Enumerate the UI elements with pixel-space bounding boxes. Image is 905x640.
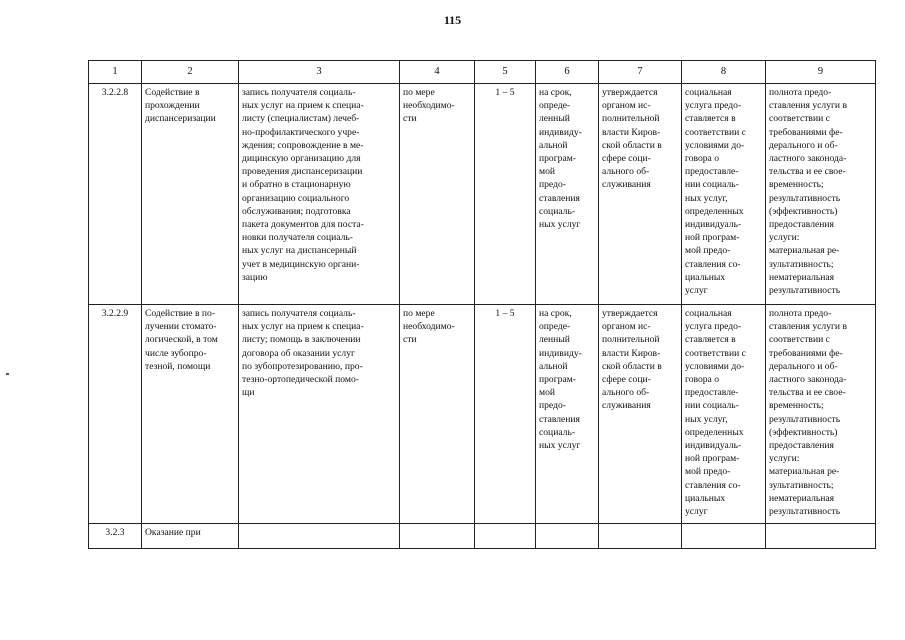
text-line: органом ис-: [602, 321, 651, 333]
text-line: ставляется в: [685, 113, 736, 125]
text-line: обслуживания; подготовка: [242, 205, 351, 217]
text-line: зацию: [242, 271, 268, 283]
table-row: [89, 305, 876, 524]
text-line: ставления услуги в: [769, 321, 847, 333]
header-row: [89, 61, 876, 84]
text-line: социальная: [685, 308, 732, 319]
text-line: програм-: [539, 153, 576, 165]
text-line: ставления со-: [685, 258, 741, 270]
text-line: служивания: [602, 400, 651, 412]
quality-cell: [766, 524, 876, 549]
text-line: нии социаль-: [685, 400, 739, 412]
text-line: результативность: [769, 506, 841, 518]
amount-cell: 1 – 5: [475, 84, 536, 305]
text-line: ставления услуги в: [769, 100, 847, 112]
text-line: ального об-: [602, 387, 650, 399]
header-cell: 2: [142, 61, 239, 84]
text-line: диспансеризации: [145, 113, 216, 125]
text-line: ставления со-: [685, 479, 741, 491]
text-line: опреде-: [539, 321, 571, 333]
amount-cell: 1 – 5: [475, 305, 536, 524]
text-line: ластного законода-: [769, 153, 847, 165]
text-line: результативность: [769, 413, 841, 425]
text-line: индивидуаль-: [685, 440, 742, 452]
text-line: дерального и об-: [769, 139, 838, 151]
amount-cell: [475, 524, 536, 549]
text-line: прохождении: [145, 100, 200, 112]
service-description-cell: [239, 305, 400, 524]
text-line: услуги:: [769, 232, 800, 244]
text-line: говора о: [685, 374, 720, 386]
text-line: соответствии с: [685, 126, 746, 138]
text-line: предоставления: [769, 440, 834, 452]
header-cell: 1: [89, 61, 142, 84]
text-line: ального об-: [602, 166, 650, 178]
text-line: (эффективность): [769, 205, 838, 217]
text-line: утверждается: [602, 87, 658, 98]
text-line: Оказание при: [145, 527, 201, 538]
text-line: необходимо-: [403, 321, 455, 333]
text-line: социальная: [685, 87, 732, 98]
text-line: власти Киров-: [602, 347, 661, 359]
header-cell: 4: [400, 61, 475, 84]
service-name-cell: [142, 84, 239, 305]
cost-cell: [599, 84, 682, 305]
text-line: ной програм-: [685, 453, 740, 465]
header-cell: 8: [682, 61, 766, 84]
text-line: определенных: [685, 426, 744, 438]
service-name-cell: [142, 524, 239, 549]
frequency-cell: [400, 305, 475, 524]
text-line: органом ис-: [602, 100, 651, 112]
text-line: циальных: [685, 492, 726, 504]
conditions-cell: [682, 524, 766, 549]
text-line: полнота предо-: [769, 87, 832, 98]
text-line: ской области в: [602, 360, 662, 372]
text-line: тезно-ортопедической помо-: [242, 374, 359, 386]
text-line: зультативность;: [769, 479, 834, 491]
text-line: листу; помощь в заключении: [242, 334, 361, 346]
table-row: [89, 84, 876, 305]
header-cell: 9: [766, 61, 876, 84]
text-line: мой предо-: [685, 466, 731, 478]
text-line: на срок,: [539, 87, 572, 98]
cost-cell: [599, 305, 682, 524]
text-line: предо-: [539, 179, 566, 191]
text-line: проведения диспансеризации: [242, 166, 363, 178]
quality-cell: [766, 84, 876, 305]
text-line: мой предо-: [685, 245, 731, 257]
text-line: ской области в: [602, 139, 662, 151]
text-line: логической, в том: [145, 334, 218, 346]
text-line: альной: [539, 360, 568, 372]
text-line: учет в медицинскую органи-: [242, 258, 360, 270]
text-line: Содействие в: [145, 87, 200, 98]
service-description-cell: [239, 84, 400, 305]
page-number: 115: [443, 13, 462, 27]
text-line: требованиями фе-: [769, 347, 843, 359]
text-line: тезной, помощи: [145, 360, 211, 372]
service-code-cell: 3.2.2.9: [89, 305, 142, 524]
scan-speck: [6, 373, 9, 375]
text-line: ной програм-: [685, 232, 740, 244]
text-line: нии социаль-: [685, 179, 739, 191]
text-line: услуги:: [769, 453, 800, 465]
text-line: тельства и ее свое-: [769, 387, 846, 399]
term-cell: [536, 524, 599, 549]
text-line: щи: [242, 387, 255, 399]
text-line: результативность: [769, 285, 841, 297]
text-line: материальная ре-: [769, 466, 840, 478]
text-line: услуг: [685, 285, 708, 297]
text-line: сфере соци-: [602, 374, 651, 386]
term-cell: [536, 84, 599, 305]
text-line: определенных: [685, 205, 744, 217]
text-line: требованиями фе-: [769, 126, 843, 138]
text-line: предоставле-: [685, 166, 739, 178]
text-line: предоставле-: [685, 387, 739, 399]
service-description-cell: [239, 524, 400, 549]
text-line: альной: [539, 139, 568, 151]
text-line: ных услуг: [539, 219, 581, 231]
text-line: индивиду-: [539, 347, 582, 359]
service-name-cell: [142, 305, 239, 524]
services-table: [88, 60, 876, 549]
text-line: сфере соци-: [602, 153, 651, 165]
text-line: мой: [539, 166, 556, 178]
text-line: ных услуг,: [685, 192, 728, 204]
text-line: сти: [403, 334, 417, 346]
text-line: говора о: [685, 153, 720, 165]
header-cell: 7: [599, 61, 682, 84]
text-line: полнота предо-: [769, 308, 832, 319]
text-line: социаль-: [539, 205, 576, 217]
header-cell: 3: [239, 61, 400, 84]
text-line: ленный: [539, 113, 570, 125]
text-line: мой: [539, 387, 556, 399]
text-line: ластного законода-: [769, 374, 847, 386]
text-line: ных услуг на прием к специа-: [242, 100, 364, 112]
text-line: нематериальная: [769, 271, 835, 283]
text-line: на срок,: [539, 308, 572, 319]
text-line: по мере: [403, 308, 435, 319]
text-line: индивиду-: [539, 126, 582, 138]
text-line: полнительной: [602, 113, 660, 125]
text-line: и обратно в стационарную: [242, 179, 351, 191]
service-code-cell: 3.2.3: [89, 524, 142, 549]
text-line: условиями до-: [685, 360, 745, 372]
text-line: соответствии с: [769, 113, 830, 125]
text-line: ных услуг,: [685, 413, 728, 425]
cost-cell: [599, 524, 682, 549]
text-line: (эффективность): [769, 426, 838, 438]
conditions-cell: [682, 305, 766, 524]
text-line: програм-: [539, 374, 576, 386]
text-line: запись получателя социаль-: [242, 87, 356, 98]
text-line: полнительной: [602, 334, 660, 346]
text-line: ставления: [539, 413, 580, 425]
text-line: ставления: [539, 192, 580, 204]
text-line: власти Киров-: [602, 126, 661, 138]
text-line: услуга предо-: [685, 100, 742, 112]
text-line: Содействие в по-: [145, 308, 216, 319]
quality-cell: [766, 305, 876, 524]
text-line: листу (специалистам) лечеб-: [242, 113, 360, 125]
service-code-cell: 3.2.2.8: [89, 84, 142, 305]
text-line: лучении стомато-: [145, 321, 217, 333]
text-line: ленный: [539, 334, 570, 346]
text-line: тельства и ее свое-: [769, 166, 846, 178]
frequency-cell: [400, 84, 475, 305]
text-line: но-профилактического учре-: [242, 126, 360, 138]
text-line: утверждается: [602, 308, 658, 319]
text-line: нематериальная: [769, 492, 835, 504]
text-line: опреде-: [539, 100, 571, 112]
text-line: ставляется в: [685, 334, 736, 346]
text-line: по зубопротезированию, про-: [242, 360, 363, 372]
text-line: организацию социального: [242, 192, 350, 204]
header-cell: 5: [475, 61, 536, 84]
text-line: числе зубопро-: [145, 347, 207, 359]
text-line: ных услуг на диспансерный: [242, 245, 357, 257]
text-line: запись получателя социаль-: [242, 308, 356, 319]
text-line: индивидуаль-: [685, 219, 742, 231]
text-line: договора об оказании услуг: [242, 347, 355, 359]
text-line: дерального и об-: [769, 360, 838, 372]
text-line: услуга предо-: [685, 321, 742, 333]
frequency-cell: [400, 524, 475, 549]
text-line: результативность: [769, 192, 841, 204]
text-line: по мере: [403, 87, 435, 98]
text-line: условиями до-: [685, 139, 745, 151]
text-line: необходимо-: [403, 100, 455, 112]
conditions-cell: [682, 84, 766, 305]
text-line: соответствии с: [685, 347, 746, 359]
text-line: ных услуг: [539, 440, 581, 452]
text-line: материальная ре-: [769, 245, 840, 257]
text-line: социаль-: [539, 426, 576, 438]
text-line: временность;: [769, 400, 824, 412]
text-line: сти: [403, 113, 417, 125]
text-line: ждения; сопровождение в ме-: [242, 139, 364, 151]
text-line: служивания: [602, 179, 651, 191]
text-line: временность;: [769, 179, 824, 191]
table-row: [89, 524, 876, 549]
text-line: предо-: [539, 400, 566, 412]
header-cell: 6: [536, 61, 599, 84]
text-line: новки получателя социаль-: [242, 232, 353, 244]
text-line: дицинскую организацию для: [242, 153, 361, 165]
text-line: пакета документов для поста-: [242, 219, 364, 231]
text-line: зультативность;: [769, 258, 834, 270]
text-line: ных услуг на прием к специа-: [242, 321, 364, 333]
text-line: циальных: [685, 271, 726, 283]
text-line: услуг: [685, 506, 708, 518]
text-line: соответствии с: [769, 334, 830, 346]
term-cell: [536, 305, 599, 524]
text-line: предоставления: [769, 219, 834, 231]
